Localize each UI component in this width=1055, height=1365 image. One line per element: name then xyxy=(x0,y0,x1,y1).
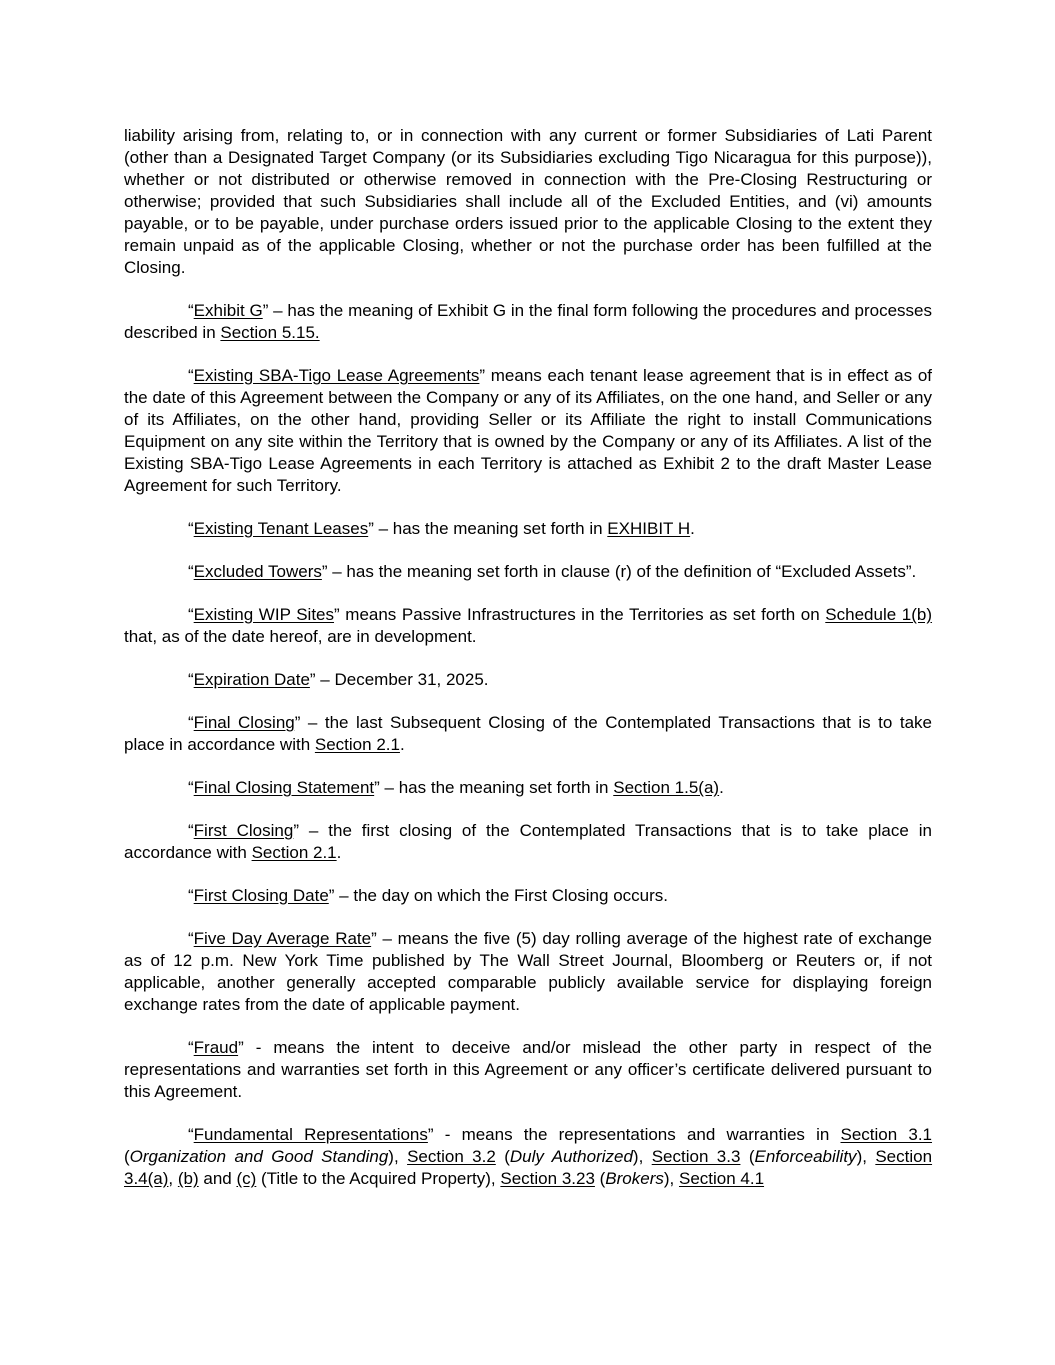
underlined-term: First Closing Date xyxy=(193,886,329,905)
text-run: “ xyxy=(188,778,194,797)
text-run: . xyxy=(336,843,342,862)
text-run: ), xyxy=(663,1169,679,1188)
text-run: “ xyxy=(188,886,194,905)
text-run: “ xyxy=(188,670,194,689)
text-run: and xyxy=(198,1169,237,1188)
text-run: ( xyxy=(740,1147,755,1166)
underlined-term: Section 4.1 xyxy=(678,1169,765,1188)
definition-paragraph xyxy=(124,300,932,344)
text-run: “ xyxy=(188,821,194,840)
underlined-term: (b) xyxy=(177,1169,199,1188)
underlined-term: Section 3.2 xyxy=(407,1147,496,1166)
underlined-term: Schedule 1(b) xyxy=(825,605,933,624)
underlined-term: Section 3.23 xyxy=(500,1169,595,1188)
text-run: , xyxy=(168,1169,178,1188)
text-run: . xyxy=(399,735,405,754)
underlined-term: Section 3.3 xyxy=(651,1147,741,1166)
text-run: ( xyxy=(124,1147,130,1166)
underlined-term: Section 2.1 xyxy=(314,735,400,754)
italic-term: Enforceability xyxy=(754,1147,857,1166)
underlined-term: Existing WIP Sites xyxy=(193,605,335,624)
text-run: ” - means the intent to deceive and/or mislead the other party in respect of the representations and warranties set forth in this Agreement or any officer’s certificate delivered pursuant to this Agreement. xyxy=(124,1038,932,1101)
text-run: . xyxy=(690,519,695,538)
underlined-term: Section 3.1 xyxy=(840,1125,933,1144)
definition-paragraph xyxy=(124,777,932,799)
definition-paragraph xyxy=(124,365,932,497)
underlined-term: (c) xyxy=(236,1169,257,1188)
text-run: ” – the day on which the First Closing occurs. xyxy=(328,886,668,905)
text-run: ” – means the five (5) day rolling average of the highest rate of exchange as of 12 p.m. New York Time published by The Wall Street Journal, Bloomberg or Reuters or, if not applicable, another generally accepted comparable publicly available service for displaying foreign exchange rates from the date of applicable payment. xyxy=(124,929,933,1014)
text-run: . xyxy=(719,778,724,797)
italic-term: Brokers xyxy=(605,1169,664,1188)
document-page xyxy=(124,125,932,1211)
text-run: ” – December 31, 2025. xyxy=(309,670,489,689)
text-run: ” - means the representations and warranties in xyxy=(427,1125,841,1144)
definition-paragraph xyxy=(124,518,932,540)
text-run: “ xyxy=(188,929,194,948)
underlined-term: Final Closing Statement xyxy=(193,778,375,797)
text-run: ” – the first closing of the Contemplated Transactions that is to take place in accordance with xyxy=(124,821,932,862)
text-run: that, as of the date hereof, are in development. xyxy=(124,627,477,646)
text-run: ” – the last Subsequent Closing of the Contemplated Transactions that is to take place in accordance with xyxy=(124,713,932,754)
definition-paragraph xyxy=(124,561,932,583)
text-run: ( xyxy=(594,1169,606,1188)
text-run: ), xyxy=(388,1147,408,1166)
definition-paragraph xyxy=(124,669,932,691)
underlined-term: Excluded Towers xyxy=(193,562,322,581)
definition-paragraph xyxy=(124,1124,932,1190)
text-run: ” – has the meaning set forth in xyxy=(374,778,614,797)
text-run: “ xyxy=(188,1038,194,1057)
underlined-term: Section 5.15. xyxy=(220,323,320,342)
italic-term: Duly Authorized xyxy=(509,1147,633,1166)
underlined-term: Fraud xyxy=(193,1038,239,1057)
underlined-term: Existing SBA-Tigo Lease Agreements xyxy=(193,366,480,385)
text-run: “ xyxy=(188,519,194,538)
text-run: ” – has the meaning set forth in clause (r) of the definition of “Excluded Assets”. xyxy=(321,562,917,581)
text-run: liability arising from, relating to, or in connection with any current or former Subsidiaries of Lati Parent (other than a Designated Target Company (or its Subsidiaries excluding Tigo Nicaragua for this purpose)), whether or not distributed or otherwise removed in connection with the Pre-Closing Restructuring or otherwise; provided that such Subsidiaries shall include all of the Excluded Entities, and (vi) amounts payable, or to be payable, under purchase orders issued prior to the applicable Closing to the extent they remain unpaid as of the applicable Closing, whether or not the purchase order has been fulfilled at the Closing. xyxy=(124,126,932,277)
text-run: “ xyxy=(188,713,194,732)
underlined-term: Section 1.5(a) xyxy=(613,778,720,797)
text-run: “ xyxy=(188,562,194,581)
text-run: “ xyxy=(188,1125,194,1144)
definition-paragraph xyxy=(124,712,932,756)
definition-paragraph xyxy=(124,1037,932,1103)
text-run: ( xyxy=(495,1147,510,1166)
definition-paragraph xyxy=(124,604,932,648)
italic-term: Organization and Good Standing xyxy=(129,1147,389,1166)
definition-paragraph xyxy=(124,885,932,907)
underlined-term: Five Day Average Rate xyxy=(193,929,372,948)
definition-paragraph xyxy=(124,928,932,1016)
definition-paragraph xyxy=(124,125,932,279)
underlined-term: Section 2.1 xyxy=(251,843,337,862)
text-run: (Title to the Acquired Property), xyxy=(256,1169,501,1188)
text-run: “ xyxy=(188,301,194,320)
definition-paragraph xyxy=(124,820,932,864)
underlined-term: Fundamental Representations xyxy=(193,1125,428,1144)
text-run: ), xyxy=(632,1147,652,1166)
text-run: “ xyxy=(188,605,194,624)
text-run: ” – has the meaning set forth in xyxy=(368,519,608,538)
underlined-term: Expiration Date xyxy=(193,670,310,689)
text-run: “ xyxy=(188,366,194,385)
underlined-term: First Closing xyxy=(193,821,294,840)
underlined-term: EXHIBIT H xyxy=(607,519,691,538)
underlined-term: Final Closing xyxy=(193,713,295,732)
text-run: ” means Passive Infrastructures in the Territories as set forth on xyxy=(334,605,826,624)
underlined-term: Existing Tenant Leases xyxy=(193,519,369,538)
text-run: ), xyxy=(856,1147,876,1166)
underlined-term: Exhibit G xyxy=(193,301,263,320)
underlined-term: Section 3.4(a) xyxy=(124,1147,933,1188)
text-run: ” – has the meaning of Exhibit G in the final form following the procedures and processes described in xyxy=(124,301,932,342)
text-run: ” means each tenant lease agreement that is in effect as of the date of this Agreement between the Company or any of its Affiliates, on the one hand, and Seller or any of its Affiliates, on the other hand, providing Seller or its Affiliate the right to install Communications Equipment on any site within the Territory that is owned by the Company or any of its Affiliates. A list of the Existing SBA-Tigo Lease Agreements in each Territory is attached as Exhibit 2 to the draft Master Lease Agreement for such Territory. xyxy=(124,366,932,495)
